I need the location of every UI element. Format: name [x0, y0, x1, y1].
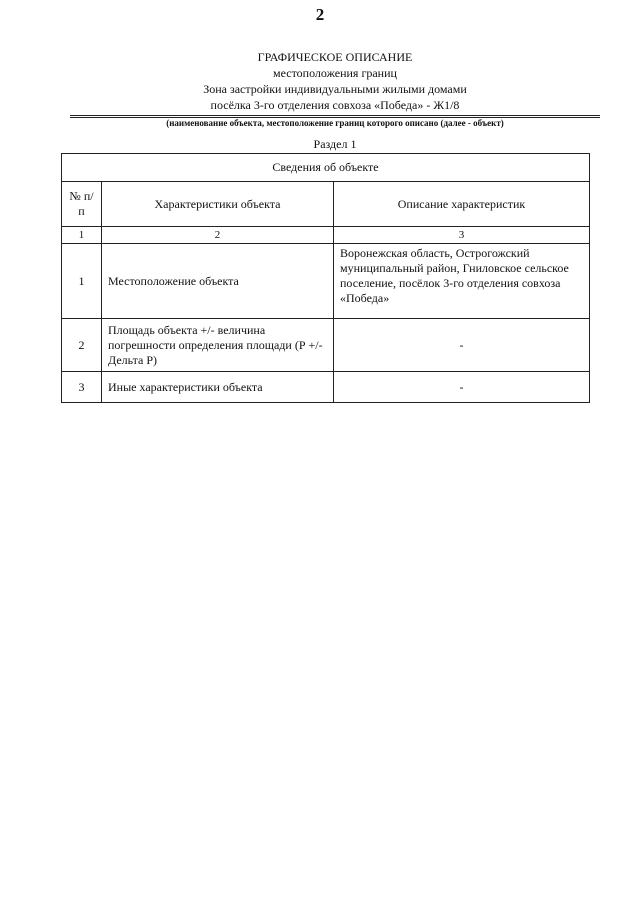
column-number: 3: [334, 227, 590, 244]
title-line-1: ГРАФИЧЕСКОЕ ОПИСАНИЕ: [257, 50, 413, 64]
row-description: -: [334, 319, 590, 372]
row-characteristic: Иные характеристики объекта: [102, 372, 334, 403]
column-number: 1: [62, 227, 102, 244]
row-number: 3: [62, 372, 102, 403]
page-number: 2: [315, 5, 325, 24]
table-row: [62, 244, 590, 319]
row-description: -: [334, 372, 590, 403]
row-number: 1: [62, 244, 102, 319]
row-characteristic: Местоположение объекта: [102, 244, 334, 319]
section-label: Раздел 1: [313, 137, 357, 151]
title-line-4: посёлка 3-го отделения совхоза «Победа» - Ж1/8: [210, 98, 460, 112]
column-header-desc: Описание характеристик: [334, 182, 590, 227]
column-header-name: Характеристики объекта: [102, 182, 334, 227]
title-line-2: местоположения границ: [273, 66, 397, 80]
table-row: [62, 319, 590, 372]
row-description: Воронежская область, Острогожский муниципальный район, Гниловское сельское поселение, посёлок 3-го отделения совхоза «Победа»: [334, 244, 590, 319]
table-heading: Сведения об объекте: [62, 154, 590, 182]
document-title: [70, 49, 600, 113]
title-line-3: Зона застройки индивидуальными жилыми домами: [203, 82, 467, 96]
table-row: [62, 372, 590, 403]
object-caption: (наименование объекта, местоположение границ которого описано (далее - объект): [166, 118, 504, 128]
object-info-table: [61, 153, 590, 403]
row-characteristic: Площадь объекта +/- величина погрешности определения площади (Р +/- Дельта Р): [102, 319, 334, 372]
column-number: 2: [102, 227, 334, 244]
row-number: 2: [62, 319, 102, 372]
column-header-num: № п/п: [62, 182, 102, 227]
